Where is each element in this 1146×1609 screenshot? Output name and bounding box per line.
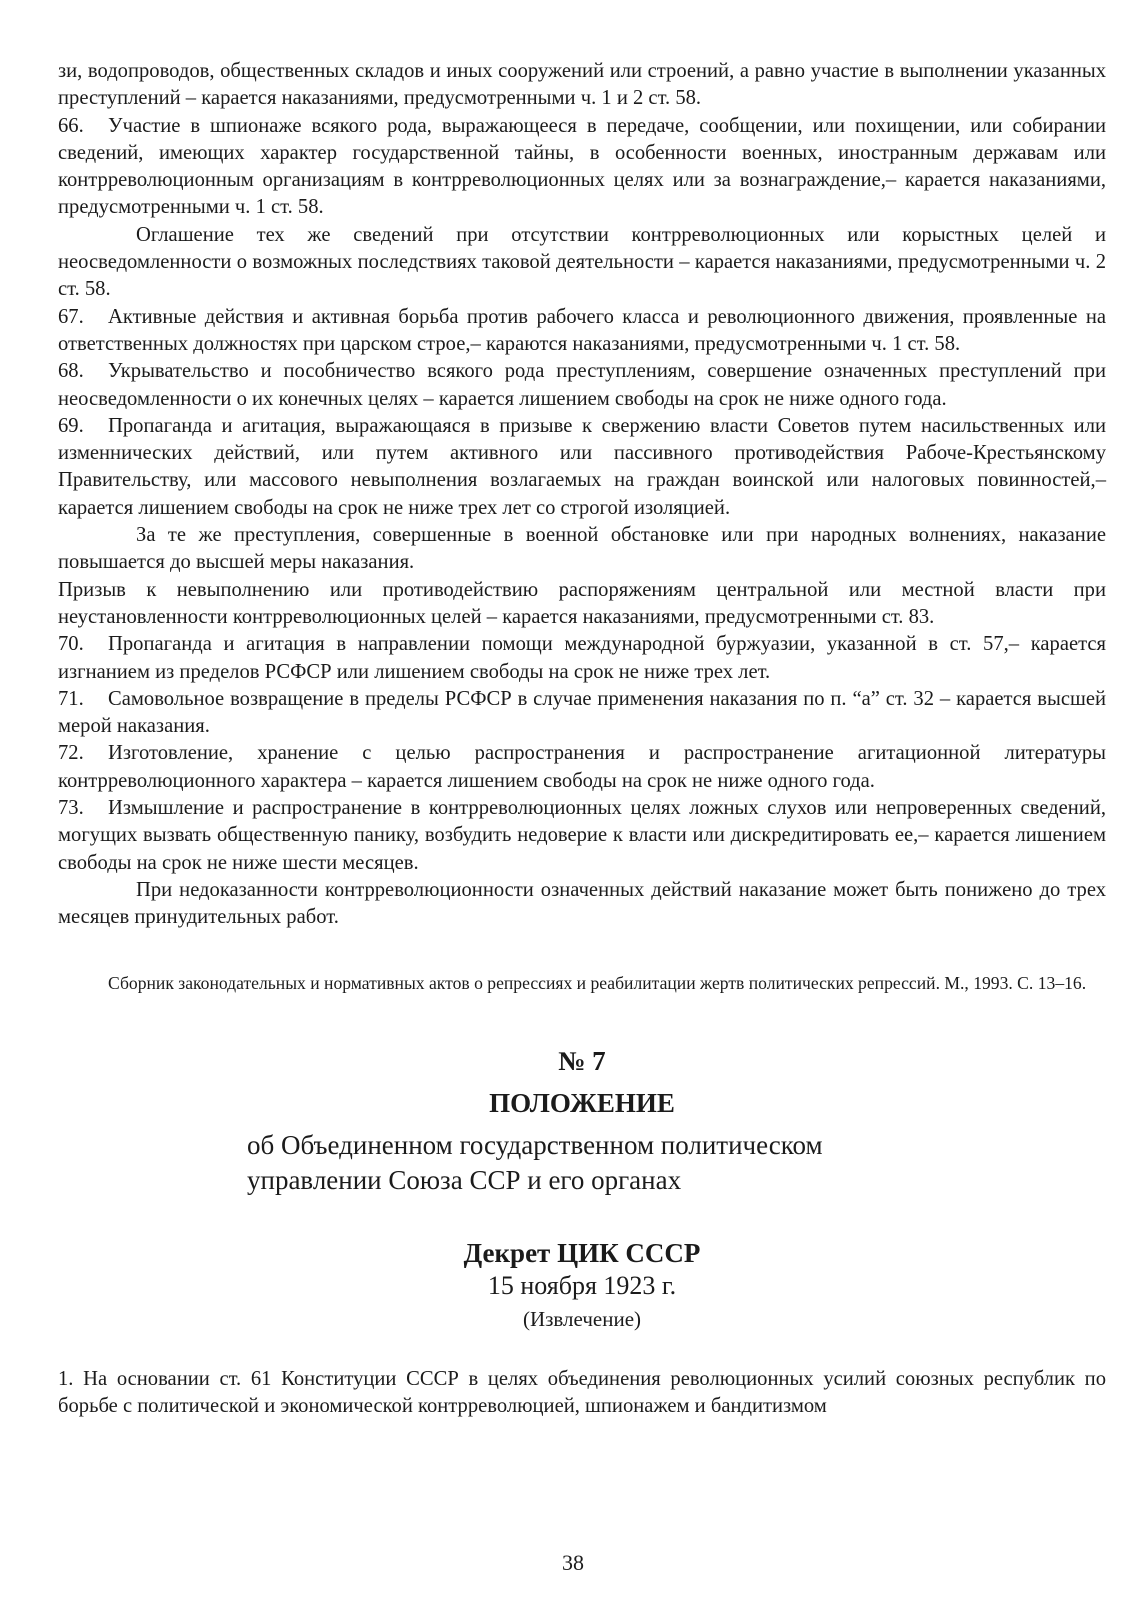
- article-69: [58, 413, 1106, 522]
- decree-date: 15 ноября 1923 г.: [487, 1270, 677, 1300]
- article-text: Пропаганда и агитация, выражающаяся в призыве к свержению власти Советов путем насильственных или изменнических действий, или путем активного или пассивного противодействия Рабоче-Крестьянскому Правительству, или массового невыполнения возлагаемых на граждан воинской или налоговых повинностей,– карается лишением свободы на срок не ниже трех лет со строгой изоляцией.: [58, 414, 1106, 519]
- article-number: 70.: [58, 633, 84, 656]
- article-text: Измышление и распространение в контрреволюционных целях ложных слухов или непроверенных сведений, могущих вызвать общественную панику, возбудить недоверие к власти или дискредитировать ее,– карается лишением свободы на срок не ниже шести месяцев.: [58, 797, 1106, 874]
- document-subject: об Объединенном государственном политическом управлении Союза ССР и его органах: [247, 1129, 823, 1195]
- article-67: [58, 304, 1106, 359]
- article-70: [58, 631, 1106, 686]
- article-number: 66.: [58, 114, 84, 137]
- article-text: Укрывательство и пособничество всякого рода преступлениям, совершение означенных преступлений при неосведомленности о их конечных целях – карается лишением свободы на срок не ниже одного года.: [58, 360, 1106, 410]
- article-text: Изготовление, хранение с целью распространения и распространение агитационной литературы контрреволюционного характера – карается лишением свободы на срок не ниже одного года.: [58, 742, 1106, 792]
- document-heading: [58, 1042, 1106, 1336]
- article-71: [58, 686, 1106, 741]
- point-1: [58, 1366, 1106, 1421]
- source-citation: Сборник законодательных и нормативных актов о репрессиях и реабилитации жертв политических репрессий. М., 1993. С. 13–16.: [108, 972, 1087, 993]
- article-number: 68.: [58, 360, 84, 383]
- article-number: 67.: [58, 305, 84, 328]
- document-kind: ПОЛОЖЕНИЕ: [489, 1087, 675, 1118]
- article-text: Активные действия и активная борьба против рабочего класса и революционного движения, проявленные на ответственных должностях при царском строе,– караются наказаниями, предусмотренными ч. 1 ст. 58.: [58, 305, 1106, 355]
- extract-note: (Извлечение): [522, 1306, 642, 1331]
- article-text: Участие в шпионаже всякого рода, выражающееся в передаче, сообщении, или похищении, или собирании сведений, имеющих характер государственной тайны, в особенности военных, иностранным державам или контрреволюционным организациям в контрреволюционных целях или за вознаграждение,– карается наказаниями, предусмотренными ч. 1 ст. 58.: [58, 114, 1106, 219]
- article-continuation: зи, водопроводов, общественных складов и иных сооружений или строений, а равно участие в выполнении указанных преступлений – карается наказаниями, предусмотренными ч. 1 и 2 ст. 58.: [58, 60, 1106, 110]
- article-66-paragraph-2: Оглашение тех же сведений при отсутствии контрреволюционных или корыстных целей и неосведомленности о возможных последствиях таковой деятельности – карается наказаниями, предусмотренными ч. 2 ст. 58.: [58, 223, 1106, 301]
- decree-title: Декрет ЦИК СССР: [463, 1237, 701, 1268]
- article-69-paragraph-3: Призыв к невыполнению или противодействию распоряжениям центральной или местной власти при неустановленности контрреволюционных целей – карается наказаниями, предусмотренными ст. 83.: [58, 578, 1106, 628]
- article-73-paragraph-2: При недоказанности контрреволюционности означенных действий наказание может быть понижено до трех месяцев принудительных работ.: [58, 878, 1106, 929]
- article-72: [58, 740, 1106, 795]
- article-66: [58, 113, 1106, 222]
- document-number: № 7: [558, 1045, 606, 1076]
- article-number: 71.: [58, 687, 84, 710]
- article-number: 73.: [58, 797, 84, 820]
- point-1-text: 1. На основании ст. 61 Конституции СССР в целях объединения революционных усилий союзных республик по борьбе с политической и экономической контрреволюцией, шпионажем и бандитизмом: [58, 1367, 1106, 1417]
- articles-section: [58, 58, 1106, 932]
- article-73: [58, 795, 1106, 877]
- article-69-paragraph-2: За те же преступления, совершенные в военной обстановке или при народных волнениях, наказание повышается до высшей меры наказания.: [58, 524, 1106, 574]
- article-number: 72.: [58, 742, 84, 765]
- article-text: Пропаганда и агитация в направлении помощи международной буржуазии, указанной в ст. 57,– карается изгнанием из пределов РСФСР или лишением свободы на срок не ниже трех лет.: [58, 633, 1106, 683]
- document-page: [58, 58, 1106, 1420]
- article-text: Самовольное возвращение в пределы РСФСР в случае применения наказания по п. “а” ст. 32 – карается высшей мерой наказания.: [58, 687, 1106, 738]
- article-68: [58, 358, 1106, 413]
- page-number: 38: [562, 1550, 584, 1575]
- article-number: 69.: [58, 414, 84, 437]
